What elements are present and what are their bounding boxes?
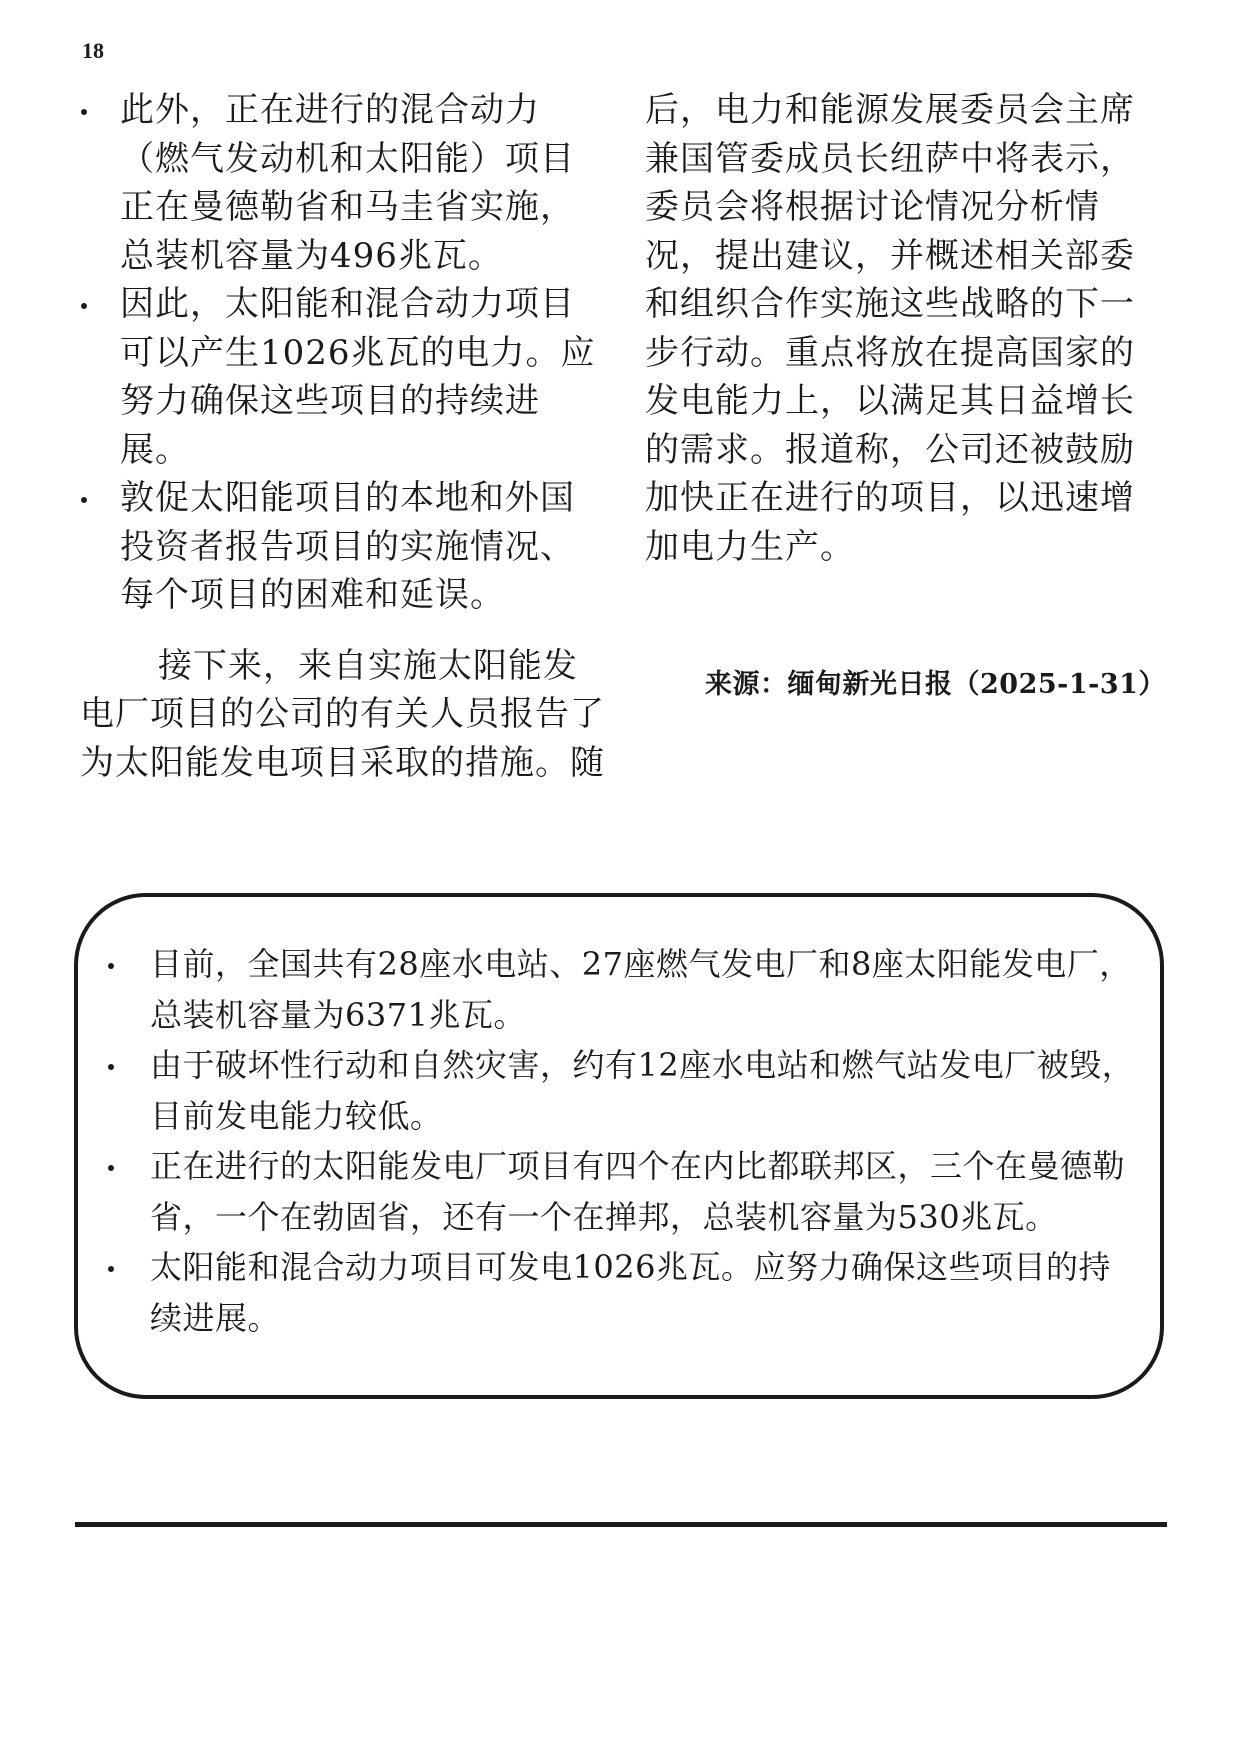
source-citation: 来源：缅甸新光日报（2025-1-31）	[705, 669, 1166, 700]
body-paragraph: 接下来，来自实施太阳能发电厂项目的公司的有关人员报告了为太阳能发电项目采取的措施。随	[80, 645, 605, 783]
list-item: 敦促太阳能项目的本地和外国投资者报告项目的实施情况、每个项目的困难和延误。	[80, 474, 605, 620]
right-column	[645, 86, 1165, 571]
summary-bullet-list	[108, 939, 1138, 1343]
list-item: 因此，太阳能和混合动力项目可以产生1026兆瓦的电力。应努力确保这些项目的持续进展。	[80, 280, 605, 474]
horizontal-divider	[75, 1522, 1167, 1527]
body-paragraph-continued: 后，电力和能源发展委员会主席兼国管委成员长纽萨中将表示，委员会将根据讨论情况分析情况，提出建议，并概述相关部委和组织合作实施这些战略的下一步行动。重点将放在提高国家的发电能力上，以满足其日益增长的需求。报道称，公司还被鼓励加快正在进行的项目，以迅速增加电力生产。	[645, 90, 1135, 567]
list-item: 正在进行的太阳能发电厂项目有四个在内比都联邦区，三个在曼德勒省，一个在勃固省，还有一个在掸邦，总装机容量为530兆瓦。	[108, 1141, 1138, 1242]
page-number: 18	[82, 38, 104, 63]
list-item: 由于破坏性行动和自然灾害，约有12座水电站和燃气站发电厂被毁，目前发电能力较低。	[108, 1040, 1138, 1141]
summary-box	[74, 893, 1164, 1399]
list-item: 太阳能和混合动力项目可发电1026兆瓦。应努力确保这些项目的持续进展。	[108, 1242, 1138, 1343]
left-bullet-list	[80, 86, 605, 620]
left-column	[80, 86, 605, 787]
list-item: 目前，全国共有28座水电站、27座燃气发电厂和8座太阳能发电厂，总装机容量为6371兆瓦。	[108, 939, 1138, 1040]
list-item: 此外，正在进行的混合动力（燃气发动机和太阳能）项目正在曼德勒省和马圭省实施，总装机容量为496兆瓦。	[80, 86, 605, 280]
